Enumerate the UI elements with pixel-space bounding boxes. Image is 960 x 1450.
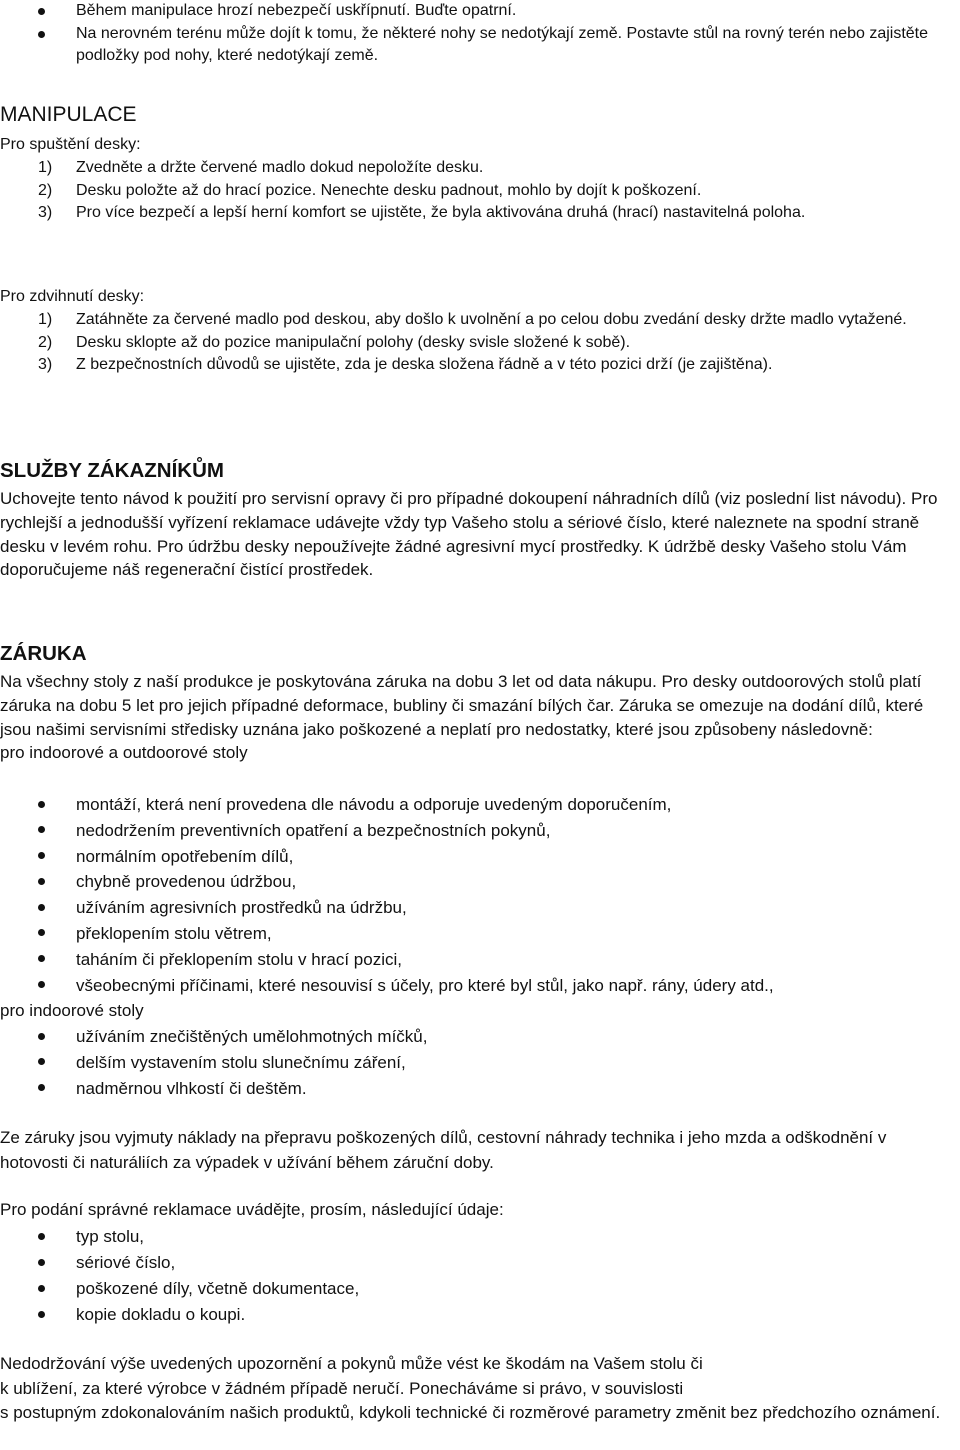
final-line: Nedodržování výše uvedených upozornění a pokynů může vést ke škodám na Vašem stolu či xyxy=(0,1354,703,1373)
list-item: Během manipulace hrozí nebezpečí uskřípnutí. Buďte opatrní. xyxy=(0,0,960,23)
lower-board-title: Pro spuštění desky: xyxy=(0,136,141,153)
raise-board-title: Pro zdvihnutí desky: xyxy=(0,288,145,305)
raise-board-steps xyxy=(38,309,938,377)
list-item: užíváním agresivních prostředků na údržbu, xyxy=(0,895,960,921)
services-heading: SLUŽBY ZÁKAZNÍKŮM xyxy=(0,459,224,482)
list-item: typ stolu, xyxy=(0,1224,960,1250)
warranty-group-title: pro indoorové a outdoorové stoly xyxy=(0,743,248,763)
step-item: 3) Z bezpečnostních důvodů se ujistěte, zda je deska složena řádně a v této pozici drží (je zajištěna). xyxy=(38,356,773,373)
step-item: 3) Pro více bezpečí a lepší herní komfort se ujistěte, že byla aktivována druhá (hrací) nastavitelná poloha. xyxy=(38,204,806,221)
claim-details-list xyxy=(0,1224,960,1328)
step-item: 1) Zvedněte a držte červené madlo dokud nepoložíte desku. xyxy=(38,159,484,176)
list-item: nedodržením preventivních opatření a bezpečnostních pokynů, xyxy=(0,818,960,844)
final-line: k ublížení, za které výrobce v žádném případě neručí. Ponecháváme si právo, v souvislosti xyxy=(0,1378,684,1398)
list-item: poškozené díly, včetně dokumentace, xyxy=(0,1276,960,1302)
list-item: všeobecnými příčinami, které nesouvisí s účely, pro které byl stůl, jako např. rány, údery atd., xyxy=(0,973,960,999)
step-item: 2) Desku položte až do hrací pozice. Nenechte desku padnout, mohlo by dojít k poškození. xyxy=(38,181,702,199)
list-item: delším vystavením stolu slunečnímu záření, xyxy=(0,1050,960,1076)
warranty-block xyxy=(0,670,958,765)
step-item: 2) Desku sklopte až do pozice manipulační polohy (desky svisle složené k sobě). xyxy=(38,333,631,351)
list-item: kopie dokladu o koupi. xyxy=(0,1302,960,1328)
safety-bullet-list xyxy=(0,0,960,68)
warranty-group-title: pro indoorové stoly xyxy=(0,1001,144,1020)
lower-board-steps xyxy=(38,157,938,225)
manipulation-heading: MANIPULACE xyxy=(0,103,137,126)
final-line: s postupným zdokonalováním našich produktů, kdykoli technické či rozměrové parametry změnit bez předchozího oznámení. xyxy=(0,1403,941,1422)
final-notice xyxy=(0,1352,958,1426)
list-item: nadměrnou vlhkostí či deštěm. xyxy=(0,1076,960,1102)
list-item: sériové číslo, xyxy=(0,1250,960,1276)
warranty-exclusions-list xyxy=(0,792,960,998)
warranty-paragraph: Na všechny stoly z naší produkce je poskytována záruka na dobu 3 let od data nákupu. Pro desky outdoorových stolů platí záruka na dobu 5 let pro jejich případné deformace, bubliny či smazání bílých čar. Záruka se omezuje na dodání dílů, které jsou našimi servisními středisky uznána jako poškozené a neplatí pro nedostatky, které jsou způsobeny následovně: xyxy=(0,672,924,739)
list-item: Na nerovném terénu může dojít k tomu, že některé nohy se nedotýkají země. Postavte stůl na rovný terén nebo zajistěte podložky pod nohy, které nedotýkají země. xyxy=(0,23,960,68)
claim-intro: Pro podání správné reklamace uvádějte, prosím, následující údaje: xyxy=(0,1200,504,1219)
warranty-indoor-list xyxy=(0,1024,960,1101)
list-item: normálním opotřebením dílů, xyxy=(0,844,960,870)
services-paragraph: Uchovejte tento návod k použití pro servisní opravy či pro případné dokoupení náhradních dílů (viz poslední list návodu). Pro rychlejší a jednodušší vyřízení reklamace udávejte vždy typ Vašeho stolu a sériové číslo, které naleznete na spodní straně desku v levém rohu. Pro údržbu desky nepoužívejte žádné agresivní mycí prostředky. K údržbě desky Vašeho stolu Vám doporučujeme náš regenerační čistící prostředek. xyxy=(0,489,938,580)
warranty-heading: ZÁRUKA xyxy=(0,642,87,665)
list-item: chybně provedenou údržbou, xyxy=(0,869,960,895)
list-item: taháním či překlopením stolu v hrací pozici, xyxy=(0,947,960,973)
exclusion-paragraph: Ze záruky jsou vyjmuty náklady na přepravu poškozených dílů, cestovní náhrady technika i jeho mzda a odškodnění v hotovosti či naturáliích za výpadek v užívání během záruční doby. xyxy=(0,1128,887,1172)
step-item: 1) Zatáhněte za červené madlo pod deskou, aby došlo k uvolnění a po celou dobu zvedání desky držte madlo vytažené. xyxy=(38,311,907,328)
list-item: překlopením stolu větrem, xyxy=(0,921,960,947)
list-item: montáží, která není provedena dle návodu a odporuje uvedeným doporučením, xyxy=(0,792,960,818)
list-item: užíváním znečištěných umělohmotných míčků, xyxy=(0,1024,960,1050)
